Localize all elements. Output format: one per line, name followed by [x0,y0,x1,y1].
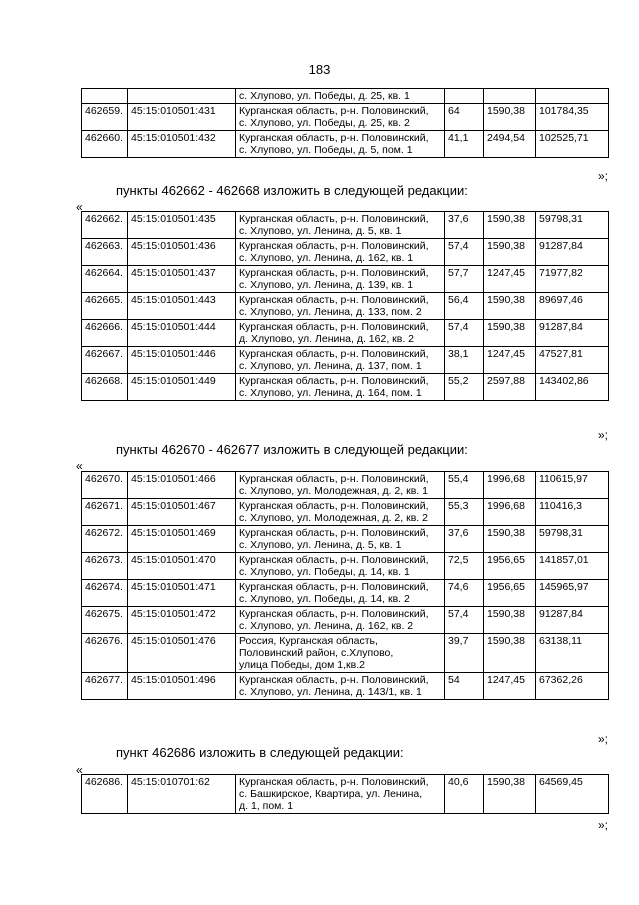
cadastral-number-cell: 45:15:010501:437 [128,266,236,293]
cadastral-number-cell: 45:15:010501:436 [128,239,236,266]
rate-cell: 1590,38 [484,634,536,673]
cadastral-number-cell: 45:15:010501:446 [128,347,236,374]
rate-cell: 1247,45 [484,673,536,700]
value-cell: 63138,11 [536,634,609,673]
address-cell: Курганская область, р-н. Половинский, с. Хлупово, ул. Победы, д. 14, кв. 1 [236,553,445,580]
value-cell: 101784,35 [536,104,609,131]
address-cell: Курганская область, р-н. Половинский, с. Хлупово, ул. Ленина, д. 143/1, кв. 1 [236,673,445,700]
row-number-cell: 462676. [82,634,128,673]
address-cell: с. Хлупово, ул. Победы, д. 25, кв. 1 [236,89,445,104]
cadastral-number-cell: 45:15:010501:471 [128,580,236,607]
table-row [82,239,609,266]
closing-quote: »; [597,428,608,442]
row-number-cell: 462675. [82,607,128,634]
address-cell: Курганская область, р-н. Половинский, с. Хлупово, ул. Победы, д. 25, кв. 2 [236,104,445,131]
value-cell: 67362,26 [536,673,609,700]
rate-cell: 1590,38 [484,293,536,320]
rate-cell: 1956,65 [484,580,536,607]
registry-table [81,471,609,700]
table-row [82,526,609,553]
cadastral-number-cell: 45:15:010501:443 [128,293,236,320]
value-cell: 91287,84 [536,320,609,347]
area-cell [445,89,484,104]
cadastral-number-cell: 45:15:010701:62 [128,775,236,814]
cadastral-number-cell: 45:15:010501:435 [128,212,236,239]
row-number-cell: 462672. [82,526,128,553]
rate-cell: 1996,68 [484,472,536,499]
row-number-cell: 462666. [82,320,128,347]
opening-quote: « [76,200,83,214]
address-cell: Курганская область, р-н. Половинский, с. Хлупово, ул. Победы, д. 5, пом. 1 [236,131,445,158]
area-cell: 57,4 [445,607,484,634]
row-number-cell: 462668. [82,374,128,401]
row-number-cell: 462664. [82,266,128,293]
area-cell: 41,1 [445,131,484,158]
table-row [82,212,609,239]
closing-quote: »; [597,169,608,183]
rate-cell: 1590,38 [484,607,536,634]
cadastral-number-cell: 45:15:010501:469 [128,526,236,553]
table-row [82,131,609,158]
amendment-heading: пункт 462686 изложить в следующей редакции: [116,745,404,760]
rate-cell: 1590,38 [484,775,536,814]
value-cell: 143402,86 [536,374,609,401]
amendment-heading: пункты 462662 - 462668 изложить в следующей редакции: [116,183,468,198]
row-number-cell: 462665. [82,293,128,320]
closing-quote: »; [597,818,608,832]
rate-cell: 2494,54 [484,131,536,158]
value-cell: 141857,01 [536,553,609,580]
cadastral-number-cell: 45:15:010501:496 [128,673,236,700]
area-cell: 54 [445,673,484,700]
address-cell: Курганская область, р-н. Половинский, с. Хлупово, ул. Ленина, д. 5, кв. 1 [236,526,445,553]
cadastral-number-cell: 45:15:010501:432 [128,131,236,158]
row-number-cell [82,89,128,104]
area-cell: 39,7 [445,634,484,673]
cadastral-number-cell: 45:15:010501:466 [128,472,236,499]
row-number-cell: 462674. [82,580,128,607]
area-cell: 37,6 [445,526,484,553]
row-number-cell: 462667. [82,347,128,374]
page-number: 183 [308,62,331,77]
area-cell: 55,2 [445,374,484,401]
rate-cell: 1996,68 [484,499,536,526]
table-row [82,347,609,374]
area-cell: 56,4 [445,293,484,320]
area-cell: 64 [445,104,484,131]
opening-quote: « [76,459,83,473]
rate-cell: 2597,88 [484,374,536,401]
area-cell: 74,6 [445,580,484,607]
area-cell: 55,3 [445,499,484,526]
cadastral-number-cell: 45:15:010501:431 [128,104,236,131]
value-cell: 71977,82 [536,266,609,293]
rate-cell: 1247,45 [484,347,536,374]
row-number-cell: 462677. [82,673,128,700]
address-cell: Курганская область, р-н. Половинский, с. Хлупово, ул. Молодежная, д. 2, кв. 2 [236,499,445,526]
address-cell: Курганская область, р-н. Половинский, с. Хлупово, ул. Ленина, д. 162, кв. 1 [236,239,445,266]
address-cell: Курганская область, р-н. Половинский, с. Хлупово, ул. Ленина, д. 137, пом. 1 [236,347,445,374]
value-cell: 91287,84 [536,239,609,266]
closing-quote: »; [597,732,608,746]
rate-cell: 1956,65 [484,553,536,580]
row-number-cell: 462659. [82,104,128,131]
rate-cell [484,89,536,104]
row-number-cell: 462662. [82,212,128,239]
area-cell: 40,6 [445,775,484,814]
address-cell: Курганская область, р-н. Половинский, с. Хлупово, ул. Молодежная, д. 2, кв. 1 [236,472,445,499]
cadastral-number-cell: 45:15:010501:467 [128,499,236,526]
rate-cell: 1590,38 [484,239,536,266]
row-number-cell: 462671. [82,499,128,526]
value-cell: 59798,31 [536,212,609,239]
table-row [82,553,609,580]
rate-cell: 1590,38 [484,104,536,131]
cadastral-number-cell [128,89,236,104]
row-number-cell: 462686. [82,775,128,814]
cadastral-number-cell: 45:15:010501:470 [128,553,236,580]
address-cell: Курганская область, р-н. Половинский, с. Хлупово, ул. Ленина, д. 5, кв. 1 [236,212,445,239]
address-cell: Курганская область, р-н. Половинский, с. Хлупово, ул. Ленина, д. 139, кв. 1 [236,266,445,293]
value-cell: 110615,97 [536,472,609,499]
value-cell: 89697,46 [536,293,609,320]
area-cell: 57,4 [445,320,484,347]
value-cell [536,89,609,104]
address-cell: Курганская область, р-н. Половинский, с. Хлупово, ул. Ленина, д. 162, кв. 2 [236,607,445,634]
area-cell: 57,4 [445,239,484,266]
value-cell: 59798,31 [536,526,609,553]
table-row [82,607,609,634]
address-cell: Россия, Курганская область, Половинский район, с.Хлупово, улица Победы, дом 1,кв.2 [236,634,445,673]
amendment-heading: пункты 462670 - 462677 изложить в следующей редакции: [116,442,468,457]
table-row [82,634,609,673]
value-cell: 64569,45 [536,775,609,814]
rate-cell: 1590,38 [484,320,536,347]
cadastral-number-cell: 45:15:010501:444 [128,320,236,347]
table-row [82,104,609,131]
area-cell: 38,1 [445,347,484,374]
rate-cell: 1247,45 [484,266,536,293]
row-number-cell: 462660. [82,131,128,158]
table-row [82,320,609,347]
table-row [82,775,609,814]
row-number-cell: 462663. [82,239,128,266]
row-number-cell: 462673. [82,553,128,580]
address-cell: Курганская область, р-н. Половинский, с. Хлупово, ул. Ленина, д. 133, пом. 2 [236,293,445,320]
registry-table [81,88,609,158]
rate-cell: 1590,38 [484,526,536,553]
address-cell: Курганская область, р-н. Половинский, с. Хлупово, ул. Ленина, д. 164, пом. 1 [236,374,445,401]
address-cell: Курганская область, р-н. Половинский, д. Хлупово, ул. Ленина, д. 162, кв. 2 [236,320,445,347]
opening-quote: « [76,763,83,777]
area-cell: 55,4 [445,472,484,499]
cadastral-number-cell: 45:15:010501:449 [128,374,236,401]
row-number-cell: 462670. [82,472,128,499]
table-row [82,89,609,104]
registry-table [81,774,609,814]
area-cell: 57,7 [445,266,484,293]
registry-table [81,211,609,401]
table-row [82,673,609,700]
cadastral-number-cell: 45:15:010501:476 [128,634,236,673]
value-cell: 47527,81 [536,347,609,374]
table-row [82,293,609,320]
area-cell: 72,5 [445,553,484,580]
table-row [82,374,609,401]
address-cell: Курганская область, р-н. Половинский, с. Хлупово, ул. Победы, д. 14, кв. 2 [236,580,445,607]
value-cell: 102525,71 [536,131,609,158]
value-cell: 110416,3 [536,499,609,526]
value-cell: 91287,84 [536,607,609,634]
cadastral-number-cell: 45:15:010501:472 [128,607,236,634]
area-cell: 37,6 [445,212,484,239]
address-cell: Курганская область, р-н. Половинский, с. Башкирское, Квартира, ул. Ленина, д. 1, пом. 1 [236,775,445,814]
table-row [82,472,609,499]
value-cell: 145965,97 [536,580,609,607]
rate-cell: 1590,38 [484,212,536,239]
table-row [82,266,609,293]
table-row [82,499,609,526]
table-row [82,580,609,607]
